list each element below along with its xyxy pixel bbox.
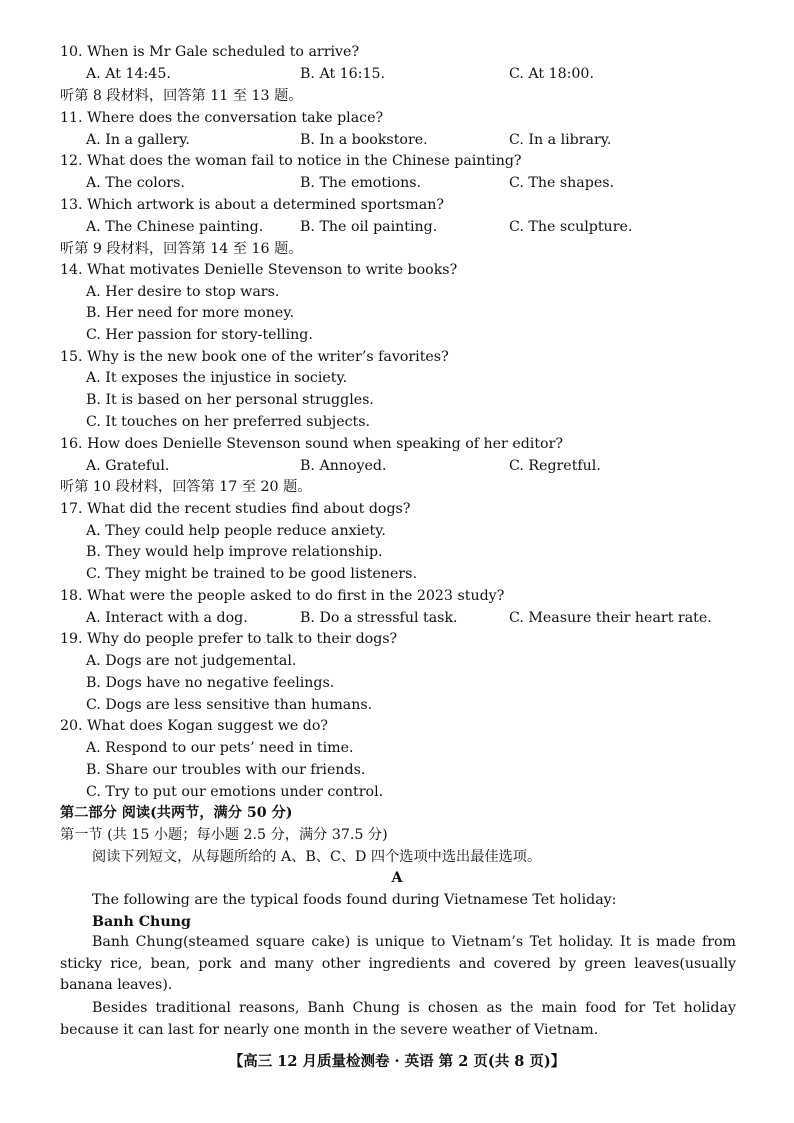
q20-option-a: A. Respond to our pets’ need in time.: [86, 740, 354, 756]
q14-option-c: C. Her passion for story-telling.: [86, 327, 313, 343]
q14-option-b: B. Her need for more money.: [86, 305, 294, 321]
reading-section-title: 第一节 (共 15 小题；每小题 2.5 分，满分 37.5 分): [60, 827, 388, 843]
q20-option-c: C. Try to put our emotions under control.: [86, 784, 384, 800]
paragraph-1-text: Banh Chung(steamed square cake) is unique to Vietnam’s Tet holiday. It is made from sticky rice, bean, pork and many other ingredients and covered by green leaves(usually banana leaves).: [60, 934, 736, 993]
q14-option-a: A. Her desire to stop wars.: [86, 284, 280, 300]
q11-option-b: B. In a bookstore.: [300, 132, 428, 148]
q19-option-c: C. Dogs are less sensitive than humans.: [86, 697, 373, 713]
passage-paragraph-1: [60, 932, 736, 997]
question-12: 12. What does the woman fail to notice in the Chinese painting?: [60, 153, 522, 169]
q13-option-a: A. The Chinese painting.: [86, 219, 264, 235]
q18-option-c: C. Measure their heart rate.: [509, 610, 712, 626]
question-19: 19. Why do people prefer to talk to their dogs?: [60, 631, 398, 647]
q15-option-a: A. It exposes the injustice in society.: [86, 370, 348, 386]
q18-option-b: B. Do a stressful task.: [300, 610, 458, 626]
q20-option-b: B. Share our troubles with our friends.: [86, 762, 366, 778]
passage-letter: A: [391, 870, 403, 886]
passage-paragraph-2: [60, 998, 736, 1041]
q15-option-b: B. It is based on her personal struggles.: [86, 392, 374, 408]
q11-option-a: A. In a gallery.: [86, 132, 190, 148]
question-13: 13. Which artwork is about a determined sportsman?: [60, 197, 444, 213]
section-10-instruction: 听第 10 段材料，回答第 17 至 20 题。: [60, 479, 312, 495]
q18-option-a: A. Interact with a dog.: [86, 610, 248, 626]
q17-option-b: B. They would help improve relationship.: [86, 544, 383, 560]
q10-option-c: C. At 18:00.: [509, 66, 594, 82]
reading-instruction: 阅读下列短文，从每题所给的 A、B、C、D 四个选项中选出最佳选项。: [92, 849, 542, 865]
passage-heading: Banh Chung: [92, 914, 191, 930]
q15-option-c: C. It touches on her preferred subjects.: [86, 414, 371, 430]
q10-option-a: A. At 14:45.: [86, 66, 171, 82]
question-16: 16. How does Denielle Stevenson sound when speaking of her editor?: [60, 436, 563, 452]
paragraph-2-text: Besides traditional reasons, Banh Chung is chosen as the main food for Tet holiday because it can last for nearly one month in the severe weather of Vietnam.: [60, 1000, 736, 1038]
question-20: 20. What does Kogan suggest we do?: [60, 718, 328, 734]
q12-option-a: A. The colors.: [86, 175, 185, 191]
passage-intro: The following are the typical foods found during Vietnamese Tet holiday:: [92, 892, 617, 908]
q12-option-b: B. The emotions.: [300, 175, 422, 191]
q12-option-c: C. The shapes.: [509, 175, 615, 191]
q19-option-b: B. Dogs have no negative feelings.: [86, 675, 335, 691]
q17-option-c: C. They might be trained to be good listeners.: [86, 566, 417, 582]
question-14: 14. What motivates Denielle Stevenson to write books?: [60, 262, 458, 278]
question-18: 18. What were the people asked to do first in the 2023 study?: [60, 588, 505, 604]
q16-option-a: A. Grateful.: [86, 458, 170, 474]
page-footer: 【高三 12 月质量检测卷 · 英语 第 2 页(共 8 页)】: [228, 1053, 566, 1070]
q16-option-c: C. Regretful.: [509, 458, 601, 474]
section-9-instruction: 听第 9 段材料，回答第 14 至 16 题。: [60, 241, 303, 257]
q11-option-c: C. In a library.: [509, 132, 612, 148]
reading-part-title: 第二部分 阅读(共两节，满分 50 分): [60, 805, 293, 821]
q10-option-b: B. At 16:15.: [300, 66, 386, 82]
q19-option-a: A. Dogs are not judgemental.: [86, 653, 297, 669]
section-8-instruction: 听第 8 段材料，回答第 11 至 13 题。: [60, 88, 303, 104]
question-11: 11. Where does the conversation take place?: [60, 110, 384, 126]
question-10: 10. When is Mr Gale scheduled to arrive?: [60, 44, 360, 60]
q17-option-a: A. They could help people reduce anxiety.: [86, 523, 386, 539]
q16-option-b: B. Annoyed.: [300, 458, 387, 474]
question-17: 17. What did the recent studies find about dogs?: [60, 501, 411, 517]
q13-option-b: B. The oil painting.: [300, 219, 438, 235]
q13-option-c: C. The sculpture.: [509, 219, 633, 235]
question-15: 15. Why is the new book one of the writer’s favorites?: [60, 349, 449, 365]
